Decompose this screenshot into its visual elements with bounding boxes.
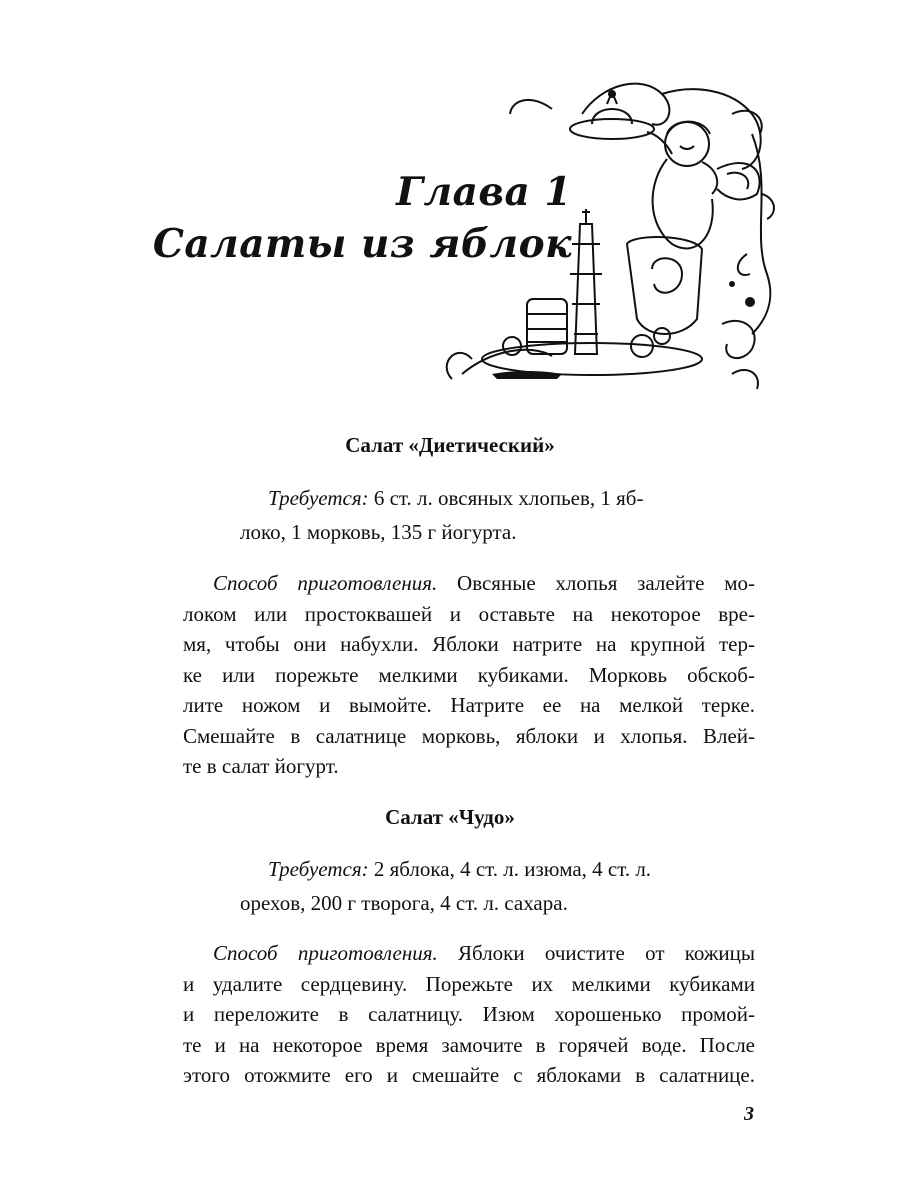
method-line: Смешайте в салатнице морковь, яблоки и хлопья. Влей- [183, 723, 755, 748]
recipe-ingredients [240, 852, 710, 920]
method-line: этого отожмите его и смешайте с яблоками в салатнице. [183, 1063, 755, 1087]
method-label: Способ приготовления. [213, 571, 438, 595]
ingredients-line: Требуется: 6 ст. л. овсяных хлопьев, 1 яб- [268, 486, 644, 510]
ingredients-label: Требуется: [268, 857, 369, 881]
recipe-method [183, 938, 755, 1091]
method-line: лите ножом и вымойте. Натрите ее на мелкой терке. [183, 693, 755, 717]
method-line: мя, чтобы они набухли. Яблоки натрите на крупной тер- [183, 632, 755, 656]
method-line: Способ приготовления. Овсяные хлопья залейте мо- [213, 571, 755, 595]
page-number: 3 [744, 1103, 754, 1125]
ingredients-line: локо, 1 морковь, 135 г йогурта. [240, 520, 517, 544]
method-label: Способ приготовления. [213, 941, 438, 965]
method-line: ке или порежьте мелкими кубиками. Морковь обскоб- [183, 662, 755, 687]
ingredients-label: Требуется: [268, 486, 369, 510]
method-line: те в салат йогурт. [183, 754, 339, 778]
recipe-method [183, 568, 755, 782]
ingredients-line: Требуется: 2 яблока, 4 ст. л. изюма, 4 ст. л. [268, 857, 652, 881]
method-line: и удалите сердцевину. Порежьте их мелкими кубиками [183, 971, 755, 996]
method-line: и переложите в салатницу. Изюм хорошенько промой- [183, 1002, 755, 1026]
ingredients-line: орехов, 200 г творога, 4 ст. л. сахара. [240, 891, 568, 915]
recipe-ingredients [240, 481, 710, 549]
chapter-title: Салаты из яблок [152, 221, 572, 267]
recipe-title: Салат «Чудо» [385, 805, 515, 829]
method-line: те и на некоторое время замочите в горячей воде. После [183, 1032, 755, 1057]
chapter-heading [153, 166, 572, 270]
method-line: Способ приготовления. Яблоки очистите от кожицы [213, 941, 755, 965]
method-line: локом или простоквашей и оставьте на некоторое вре- [183, 601, 755, 626]
recipe-title: Салат «Диетический» [345, 433, 555, 457]
chapter-number: Глава 1 [396, 169, 572, 215]
